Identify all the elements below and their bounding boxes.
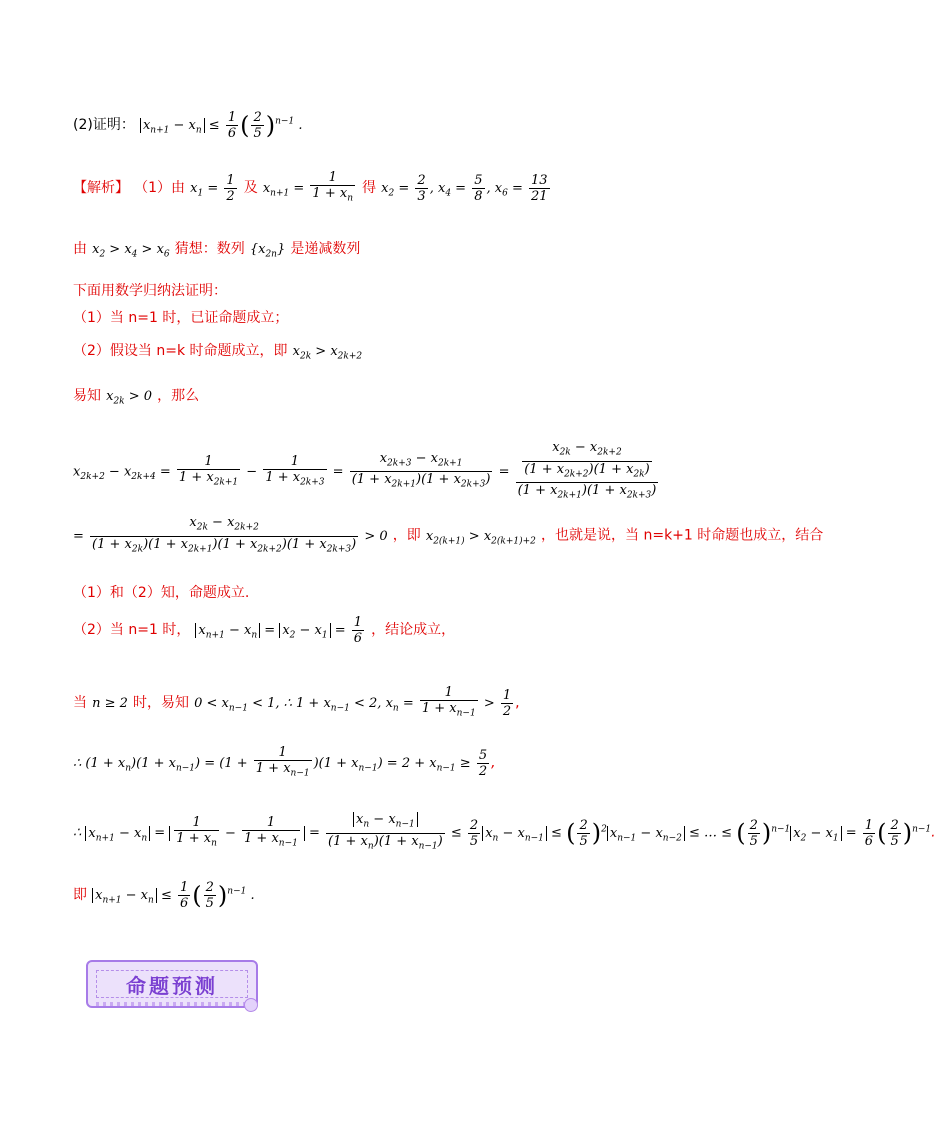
x1-value: $x_1$ = $\frac{1}{2}$ — [190, 172, 235, 204]
guess-line — [73, 238, 360, 260]
banner-dot-icon — [244, 998, 258, 1012]
conclusion-b: ，也就是说，当 n=k+1 时命题也成立，结合 — [541, 527, 824, 544]
guess-decreasing: 是递减数列 — [290, 241, 361, 257]
induction-case1: （1）当 n=1 时，已证命题成立； — [73, 310, 289, 326]
analysis-line — [73, 170, 552, 207]
banner-frame — [96, 970, 248, 998]
induction-intro: 下面用数学归纳法证明： — [73, 283, 227, 299]
recurrence: $x_{n+1}$ = $\frac{1}{1 + x_n}$ — [262, 170, 353, 204]
banner-title: 命题预测 — [126, 973, 218, 998]
p2-formula: $x_{n+1} - x_n = x_2 - x_1$ = $\frac{1}{6}$ — [195, 623, 366, 638]
when-b: 时，易知 — [133, 694, 189, 711]
problem-part2-statement — [73, 110, 302, 141]
conclusion-ineq: $x_{2(k+1)} > x_{2(k+1)+2}$ — [425, 528, 536, 547]
part2-prefix: (2)证明： — [73, 117, 135, 133]
induction-case2 — [73, 340, 362, 362]
guess-text: 猜想：数列 — [174, 241, 245, 257]
banner-dots — [96, 1002, 246, 1006]
case2-hypothesis: $x_{2k} > x_{2k+2}$ — [292, 344, 363, 362]
sequence-x2n: $\{x_{2n}\}$ — [249, 242, 286, 260]
analysis-step1-b: 及 — [243, 179, 258, 196]
conclusion-c: （1）和（2）知，命题成立. — [73, 585, 250, 601]
analysis-label: 【解析】 — [73, 179, 129, 196]
p2-a: （2）当 n=1 时， — [73, 622, 191, 638]
final-line — [73, 880, 255, 911]
case2-text: （2）假设当 n=k 时命题成立，即 — [73, 343, 288, 359]
easy-know-line — [73, 385, 199, 407]
guess-by: 由 — [73, 241, 87, 257]
when-a: 当 — [73, 694, 87, 711]
part2-formula: $x_{n+1} - x_n$ ≤ $\frac{1}{6}$ ( $\frac{2}{5}$ )$^{n-1}$ . — [140, 118, 303, 133]
n-ge-2: n ≥ 2 — [92, 695, 128, 711]
computed-values: $x_2$ = $\frac{2}{3}$ , $x_4$ = $\frac{5}{8}$ , $x_6$ = $\frac{13}{21}$ — [381, 172, 548, 204]
final-formula: $x_{n+1} - x_n$ ≤ $\frac{1}{6}$ ( $\frac{2}{5}$ )$^{n-1}$ . — [92, 888, 255, 903]
easy-know-text: 易知 — [73, 388, 101, 404]
final-a: 即 — [73, 887, 87, 903]
product-bound-line: ∴ $(1 + x_n)(1 + x_{n-1}) = (1$ + $\frac{1}{1 + x_{n-1}}$ )$(1 + x_{n-1}) = 2 + x_{n-1}$ ≥ $\frac{5}{2}$ , — [73, 745, 496, 779]
guess-inequality: $x_2 > x_4 > x_6$ — [92, 242, 170, 260]
then-text: ，那么 — [157, 388, 200, 404]
when-n-ge-2-line: 当 n ≥ 2 时，易知 $0 < x_{n-1} < 1$, ∴ $1 + x_{n-1} < 2$, $x_n$ = $\frac{1}{1 + x_{n-1}}$ > $\frac{1}{2}$ , — [73, 685, 520, 719]
x2k-positive: $x_{2k} > 0$ — [106, 389, 153, 407]
section-banner — [86, 960, 258, 1008]
difference-conclusion: = $\frac{x_{2k} - x_{2k+2}}{(1 + x_{2k})(1 + x_{2k+1})(1 + x_{2k+2})(1 + x_{2k+3})}$ > 0 ，即 $x_{2(k+1)} > x_{2(k+1)+2}$ ，也就是说，当 n=k+1 时命题也成立，结合 — [73, 515, 824, 555]
conclusion-a: ，即 — [392, 527, 421, 544]
bounds-formula: $0 < x_{n-1} < 1$, ∴ $1 + x_{n-1} < 2$, $x_n$ = $\frac{1}{1 + x_{n-1}}$ > $\frac{1}{2}$ — [194, 685, 512, 719]
difference-equation: $x_{2k+2} - x_{2k+4}$ = $\frac{1}{1 + x_{2k+1}}$ − $\frac{1}{1 + x_{2k+3}}$ = $\frac{x_{2k+3} - x_{2k+1}}{(1 + x_{2k+1})(1 + x_{2k+3})}$ = $\frac{\frac{x_{2k} - x_{2k+2}}{(1 + x_{2k+2})(1 + x_{2k})}}{(1 + x_{2k+1})(1 + x_{2k+3})}$ — [73, 440, 657, 501]
analysis-step1-a: （1）由 — [134, 179, 186, 196]
p2-b: ，结论成立， — [371, 622, 456, 638]
chain-inequality-line: ∴ $x_{n+1} - x_n$ = $\frac{1}{1 + x_n}$ − $\frac{1}{1 + x_{n-1}}$ = $\frac{x_n - x_{n-1}}{(1 + x_n)(1 + x_{n-1})}$ ≤ $\frac{2}{5}$ $x_n - x_{n-1}$ ≤ ( $\frac{2}{5}$ )$^2$ $x_{n-1} - x_{n-2}$ ≤ … ≤ ( $\frac{2}{5}$ )$^{n-1}$ $x_2 - x_1$ = $\frac{1}{6}$ ( $\frac{2}{5}$ )$^{n-1}$. — [73, 812, 936, 852]
part2-n1-line — [73, 615, 455, 646]
analysis-step1-c: 得 — [362, 179, 377, 196]
